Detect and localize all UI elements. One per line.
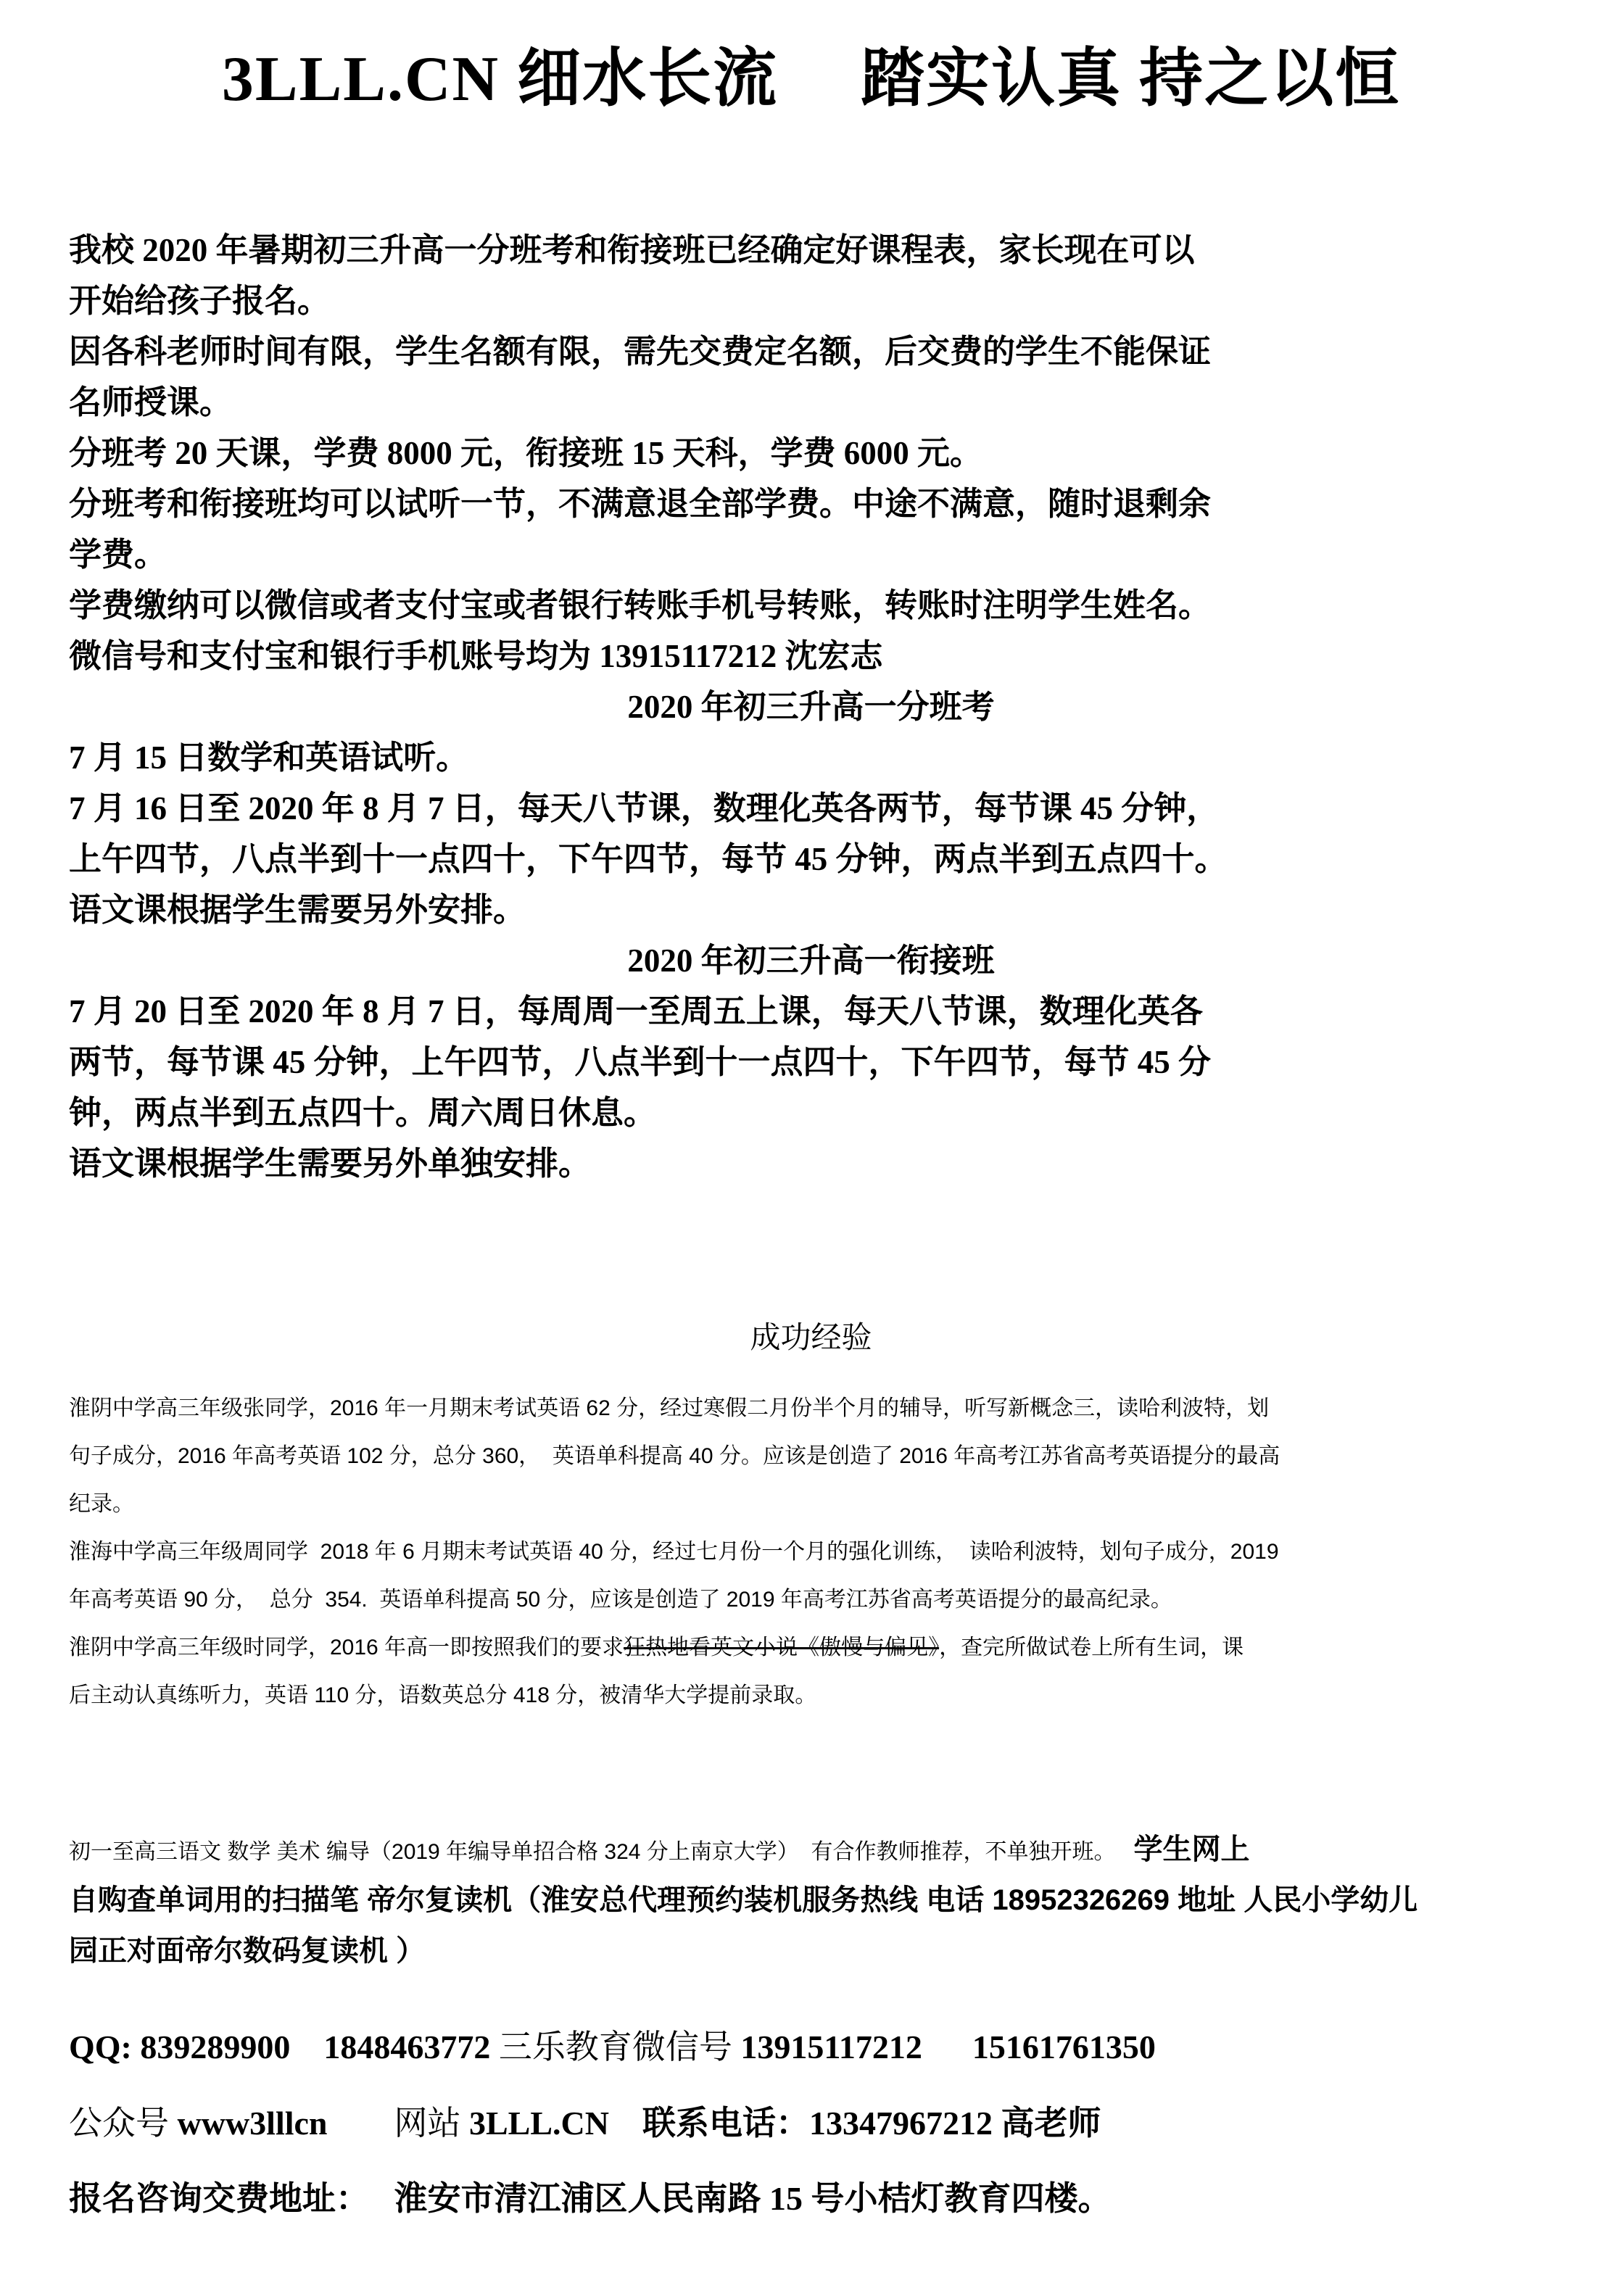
testimonial-line: 纪录。	[69, 1492, 134, 1516]
body-line: 7 月 20 日至 2020 年 8 月 7 日，每周周一至周五上课，每天八节课，数理化英各	[69, 993, 1203, 1029]
testimonial-text: 淮阴中学高三年级时同学，2016 年高一即按照我们的要求	[69, 1636, 624, 1659]
body-line: 开始给孩子报名。	[69, 283, 331, 319]
website-value: 3LLL.CN	[469, 2105, 609, 2142]
body-line: 7 月 15 日数学和英语试听。	[69, 739, 469, 776]
contact-section	[69, 2010, 1553, 2237]
address-line: 报名咨询交费地址： 淮安市清江浦区人民南路 15 号小桔灯教育四楼。	[69, 2180, 1112, 2217]
promo-line	[69, 1876, 1553, 1927]
body-line: 学费缴纳可以微信或者支付宝或者银行转账手机号转账，转账时注明学生姓名。	[69, 587, 1212, 623]
body-line: 上午四节，八点半到十一点四十，下午四节，每节 45 分钟，两点半到五点四十。	[69, 841, 1228, 877]
success-experience-heading: 成功经验	[750, 1320, 872, 1354]
section-heading-xianjieban: 2020 年初三升高一衔接班	[627, 942, 995, 979]
body-line: 钟，两点半到五点四十。周六周日休息。	[69, 1095, 657, 1131]
qq-contact-line	[69, 2010, 1553, 2085]
body-line: 分班考 20 天课，学费 8000 元，衔接班 15 天科，学费 6000 元。	[69, 435, 983, 471]
testimonial-line: 年高考英语 90 分， 总分 354. 英语单科提高 50 分，应该是创造了 2019 年高考江苏省高考英语提分的最高纪录。	[69, 1588, 1172, 1612]
testimonial-line: 后主动认真练听力，英语 110 分，语数英总分 418 分，被清华大学提前录取。	[69, 1683, 817, 1707]
qq-numbers: QQ: 839289900 1848463772	[69, 2028, 499, 2065]
bold-promo-text: 学生网上	[1133, 1833, 1250, 1865]
section-heading-fenbankao: 2020 年初三升高一分班考	[627, 689, 995, 725]
website-label: 网站	[327, 2105, 469, 2142]
wechat-numbers: 13915117212 15161761350	[732, 2028, 1156, 2065]
phone-value: 13347967212 高老师	[808, 2105, 1101, 2142]
body-line: 学费。	[69, 536, 167, 573]
testimonial-line: 淮海中学高三年级周同学 2018 年 6 月期末考试英语 40 分，经过七月份一个月的强化训练， 读哈利波特，划句子成分，2019	[69, 1540, 1279, 1564]
courses-text: 初一至高三语文 数学 美术 编导（2019 年编导单招合格 324 分上南京大学） 有合作教师推荐，不单独开班。	[69, 1840, 1134, 1864]
wechat-label: 三乐教育微信号	[498, 2028, 732, 2065]
body-line: 微信号和支付宝和银行手机账号均为 13915117212 沈宏志	[69, 638, 883, 674]
success-experience-section	[69, 1385, 1553, 1978]
strikethrough-text: 狂热地看英文小说《傲慢与偏见》	[624, 1636, 940, 1659]
promo-line	[69, 1927, 1553, 1978]
body-line: 7 月 16 日至 2020 年 8 月 7 日，每天八节课，数理化英各两节，每节课 45 分钟，	[69, 790, 1220, 826]
body-line: 语文课根据学生需要另外安排。	[69, 892, 526, 928]
body-line: 名师授课。	[69, 384, 233, 420]
page-title: 3LLL.CN 细水长流 踏实认真 持之以恒	[221, 44, 1401, 115]
testimonial-line: 淮阴中学高三年级张同学，2016 年一月期末考试英语 62 分，经过寒假二月份半个月的辅导，听写新概念三，读哈利波特，划	[69, 1396, 1270, 1420]
phone-label: 联系电话：	[608, 2104, 809, 2142]
courses-line	[69, 1825, 1553, 1876]
gongzhonghao-value: www3lllcn	[177, 2105, 328, 2142]
website-contact-line	[69, 2085, 1553, 2161]
gongzhonghao-label: 公众号	[69, 2105, 178, 2142]
bold-promo-text: 自购查单词用的扫描笔 帝尔复读机（淮安总代理预约装机服务热线 电话 18952326269 地址 人民小学幼儿	[69, 1884, 1418, 1916]
notice-body	[69, 225, 1553, 1189]
body-line: 我校 2020 年暑期初三升高一分班考和衔接班已经确定好课程表，家长现在可以	[69, 232, 1195, 268]
testimonial-line	[69, 1624, 1553, 1672]
bold-promo-text: 园正对面帝尔数码复读机 ）	[69, 1935, 426, 1967]
body-line: 因各科老师时间有限，学生名额有限，需先交费定名额，后交费的学生不能保证	[69, 333, 1212, 370]
testimonial-text: ，查完所做试卷上所有生词，课	[939, 1636, 1244, 1659]
testimonial-line: 句子成分，2016 年高考英语 102 分，总分 360， 英语单科提高 40 分。应该是创造了 2016 年高考江苏省高考英语提分的最高	[69, 1444, 1280, 1468]
body-line: 两节，每节课 45 分钟，上午四节，八点半到十一点四十，下午四节，每节 45 分	[69, 1044, 1212, 1080]
body-line: 语文课根据学生需要另外单独安排。	[69, 1145, 592, 1182]
body-line: 分班考和衔接班均可以试听一节，不满意退全部学费。中途不满意，随时退剩余	[69, 486, 1212, 522]
